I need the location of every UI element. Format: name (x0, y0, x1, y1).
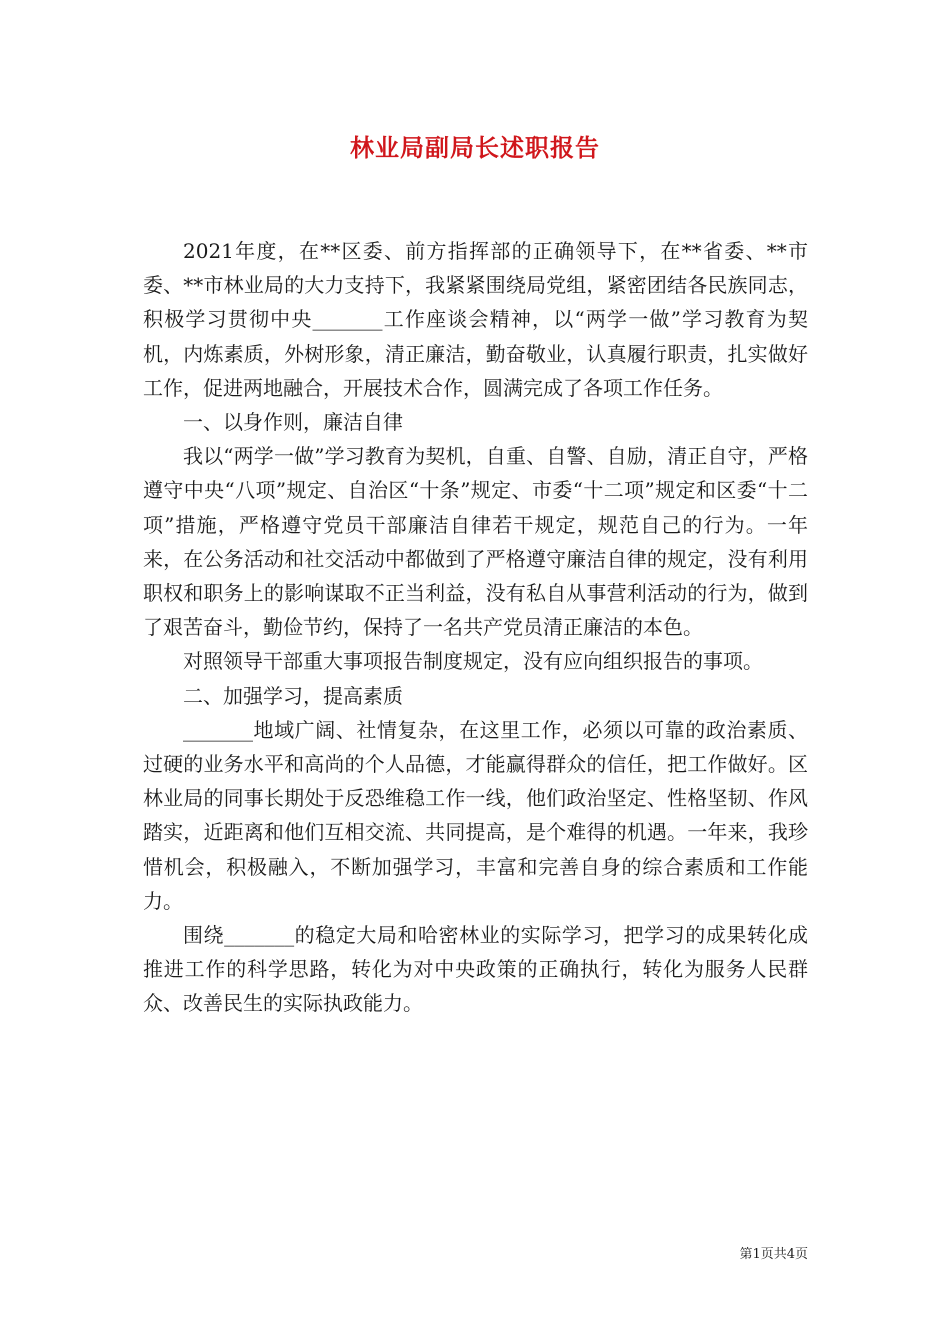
intro-paragraph: 2021年度，在**区委、前方指挥部的正确领导下，在**省委、**市委、**市林业局的大力支持下，我紧紧围绕局党组，紧密团结各民族同志，积极学习贯彻中央_______工作座谈会精神，以“两学一做”学习教育为契机，内炼素质，外树形象，清正廉洁，勤奋敬业，认真履行职责，扎实做好工作，促进两地融合，开展技术合作，圆满完成了各项工作任务。 (143, 239, 808, 400)
section-1-paragraph-1: 我以“两学一做”学习教育为契机，自重、自警、自励，清正自守，严格遵守中央“八项”规定、自治区“十条”规定、市委“十二项”规定和区委“十二项”措施，严格遵守党员干部廉洁自律若干规定，规范自己的行为。一年来，在公务活动和社交活动中都做到了严格遵守廉洁自律的规定，没有利用职权和职务上的影响谋取不正当利益，没有私自从事营利活动的行为，做到了艰苦奋斗，勤俭节约，保持了一名共产党员清正廉洁的本色。 (143, 444, 808, 640)
section-1-paragraph-2: 对照领导干部重大事项报告制度规定，没有应向组织报告的事项。 (183, 649, 763, 674)
page-number: 第1页共4页 (739, 1247, 808, 1262)
document-body (143, 234, 808, 1021)
document-title: 林业局副局长述职报告 (350, 133, 600, 162)
section-heading-2: 二、加强学习，提高素质 (183, 683, 403, 708)
section-2-paragraph-2: 围绕_______的稳定大局和哈密林业的实际学习，把学习的成果转化成推进工作的科学思路，转化为对中央政策的正确执行，转化为服务人民群众、改善民生的实际执政能力。 (143, 923, 808, 1016)
section-2-paragraph-1: _______地域广阔、社情复杂，在这里工作，必须以可靠的政治素质、过硬的业务水平和高尚的个人品德，才能赢得群众的信任，把工作做好。区林业局的同事长期处于反恐维稳工作一线，他们政治坚定、性格坚韧、作风踏实，近距离和他们互相交流、共同提高，是个难得的机遇。一年来，我珍惜机会，积极融入，不断加强学习，丰富和完善自身的综合素质和工作能力。 (143, 717, 808, 913)
section-heading-1: 一、以身作则，廉洁自律 (183, 410, 403, 435)
